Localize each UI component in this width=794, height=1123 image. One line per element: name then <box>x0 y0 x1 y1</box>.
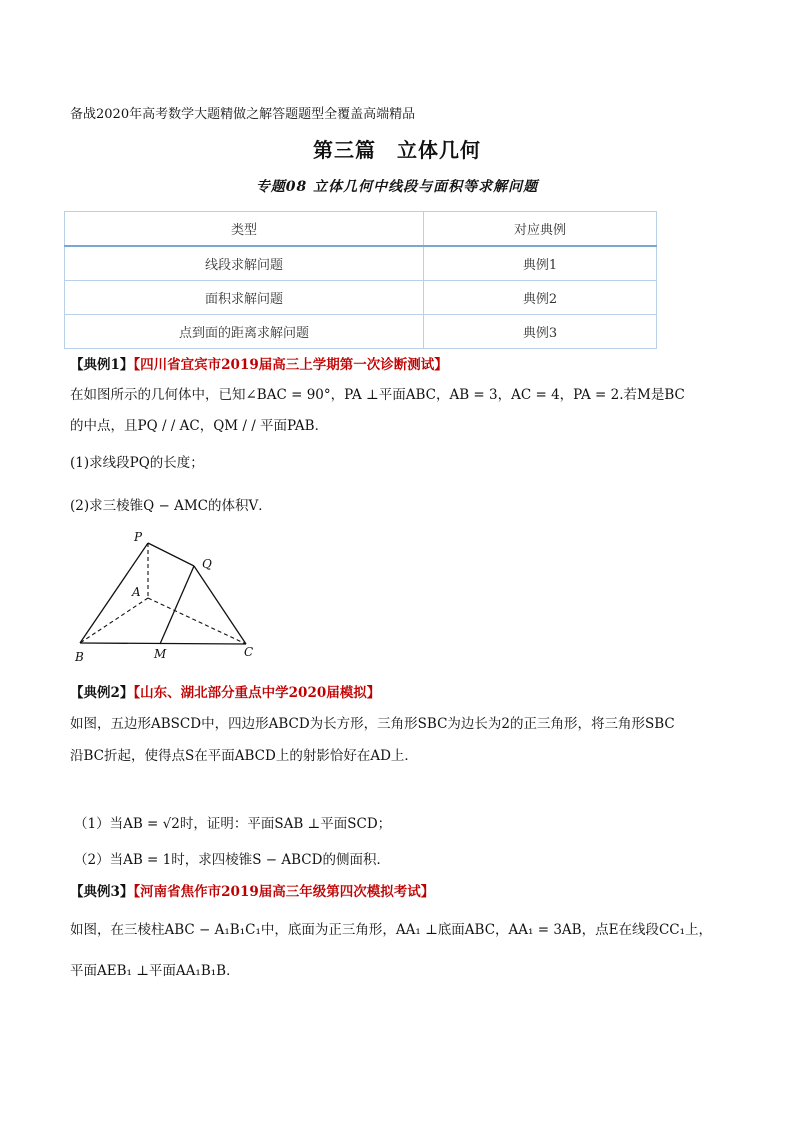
label-p: P <box>134 530 143 544</box>
example3-heading <box>70 880 434 900</box>
example1-line2: 的中点，且PQ / / AC，QM / / 平面PAB． <box>70 418 329 434</box>
edge-pq <box>148 543 194 566</box>
example2-source: 【山东、湖北部分重点中学2020届模拟】 <box>133 685 381 701</box>
geometry-figure <box>72 528 272 668</box>
example3-line1: 如图，在三棱柱ABC − A₁B₁C₁中，底面为正三角形，AA₁ ⊥底面ABC，AA₁ = 3AB，点E在线段CC₁上， <box>70 922 713 938</box>
example2-line1: 如图，五边形ABSCD中，四边形ABCD为长方形，三角形SBC为边长为2的正三角形，将三角形SBC <box>70 716 675 732</box>
edge-bc <box>80 643 246 644</box>
label-b: B <box>75 650 84 664</box>
document-header: 备战2020年高考数学大题精做之解答题题型全覆盖高端精品 <box>70 107 416 122</box>
table-cell-example: 典例3 <box>424 315 657 349</box>
example2-label: 【典例2】 <box>70 685 134 701</box>
label-m: M <box>154 647 167 661</box>
example1-source: 【四川省宜宾市2019届高三上学期第一次诊断测试】 <box>133 357 448 373</box>
table-cell-type: 点到面的距离求解问题 <box>65 315 424 349</box>
example3-source: 【河南省焦作市2019届高三年级第四次模拟考试】 <box>133 884 435 900</box>
table-cell-example: 典例2 <box>424 281 657 315</box>
table-header-type: 类型 <box>65 212 424 247</box>
example3-label: 【典例3】 <box>70 884 134 900</box>
table-row <box>65 315 657 349</box>
page-title: 第三篇 立体几何 <box>313 138 481 162</box>
example1-question1: (1)求线段PQ的长度； <box>70 455 204 471</box>
label-c: C <box>244 645 254 659</box>
table-header-example: 对应典例 <box>424 212 657 247</box>
edge-ab-hidden <box>80 598 148 643</box>
label-q: Q <box>202 557 212 571</box>
edge-qm <box>160 566 194 644</box>
example2-question2: （2）当AB = 1时，求四棱锥S − ABCD的侧面积． <box>74 852 390 868</box>
example3-line2: 平面AEB₁ ⊥平面AA₁B₁B． <box>70 963 240 979</box>
example2-heading <box>70 681 380 701</box>
type-table <box>64 211 657 349</box>
example1-label: 【典例1】 <box>70 357 134 373</box>
example1-question2: (2)求三棱锥Q − AMC的体积V． <box>70 498 272 514</box>
example1-heading <box>70 353 448 373</box>
table-row <box>65 246 657 281</box>
table-row <box>65 281 657 315</box>
example2-question1: （1）当AB = √2时，证明：平面SAB ⊥平面SCD； <box>74 816 392 832</box>
page-subtitle: 专题08 立体几何中线段与面积等求解问题 <box>255 179 539 195</box>
table-cell-type: 面积求解问题 <box>65 281 424 315</box>
label-a: A <box>132 585 141 599</box>
table-header-row <box>65 212 657 247</box>
table-cell-example: 典例1 <box>424 246 657 281</box>
example2-line2: 沿BC折起，使得点S在平面ABCD上的射影恰好在AD上． <box>70 748 418 764</box>
example1-line1: 在如图所示的几何体中，已知∠BAC = 90°，PA ⊥平面ABC，AB = 3，AC = 4，PA = 2.若M是BC <box>70 387 685 403</box>
table-cell-type: 线段求解问题 <box>65 246 424 281</box>
